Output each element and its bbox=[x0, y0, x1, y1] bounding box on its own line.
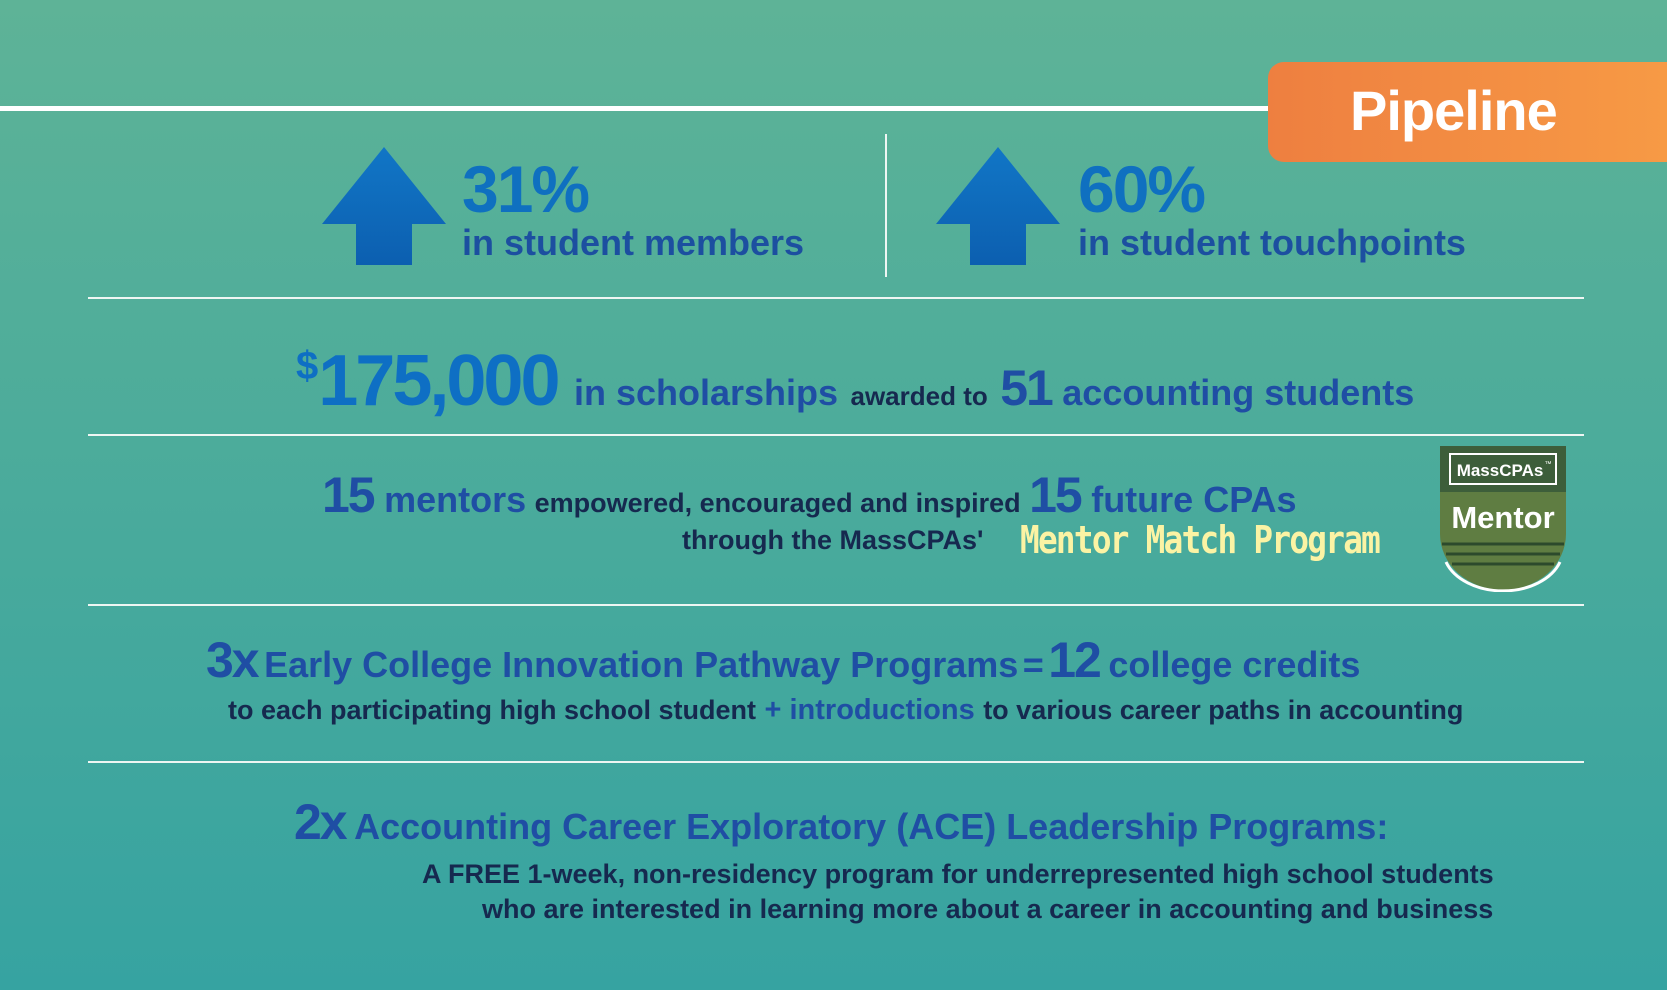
ace-desc-line1: A FREE 1-week, non-residency program for underrepresented high school students bbox=[422, 859, 1494, 889]
svg-text:™: ™ bbox=[1544, 461, 1552, 468]
section-tag-label: Pipeline bbox=[1350, 79, 1557, 142]
cpa-count: 15 bbox=[1029, 467, 1081, 523]
mentor-badge-logo bbox=[1438, 444, 1568, 592]
svg-text:Mentor: Mentor bbox=[1451, 500, 1555, 535]
mentor-count: 15 bbox=[322, 467, 374, 523]
credits-label: college credits bbox=[1108, 644, 1361, 685]
mentor-label: mentors bbox=[384, 479, 527, 520]
mentors-through: through the MassCPAs' bbox=[682, 525, 984, 555]
currency-symbol: $ bbox=[296, 344, 319, 388]
svg-text:MassCPAs: MassCPAs bbox=[1456, 461, 1544, 480]
ace-title: Accounting Career Exploratory (ACE) Leadership Programs: bbox=[354, 806, 1389, 847]
stat-students-value: 31% bbox=[462, 152, 589, 226]
credits-count: 12 bbox=[1048, 632, 1100, 688]
divider bbox=[88, 434, 1584, 436]
scholarship-amount: 175,000 bbox=[318, 341, 558, 421]
mentor-match-program-name: Mentor Match Program bbox=[1020, 518, 1380, 562]
early-college-multiplier: 3x bbox=[206, 632, 258, 688]
equals-sign: = bbox=[1022, 644, 1044, 685]
scholarship-label: in scholarships bbox=[573, 372, 839, 413]
ace-multiplier: 2x bbox=[294, 794, 346, 850]
mentor-verbs: empowered, encouraged and inspired bbox=[534, 488, 1021, 518]
early-college-detail: to each participating high school student + introductions to various career paths in accounting bbox=[228, 694, 1464, 726]
stat-students-label: in student members bbox=[462, 222, 805, 263]
divider bbox=[88, 604, 1584, 606]
divider bbox=[88, 297, 1584, 299]
scholarship-count-label: accounting students bbox=[1062, 372, 1415, 413]
scholarship-count: 51 bbox=[1000, 360, 1052, 416]
top-rule bbox=[0, 106, 1280, 111]
introductions-text: + introductions bbox=[764, 694, 975, 726]
up-arrow-icon bbox=[936, 147, 1060, 265]
scholarship-connector: awarded to bbox=[850, 381, 988, 411]
scholarships-line bbox=[296, 326, 1414, 441]
up-arrow-icon bbox=[322, 147, 446, 265]
early-college-title: Early College Innovation Pathway Programs bbox=[264, 644, 1019, 685]
stat-touchpoints-value: 60% bbox=[1078, 152, 1205, 226]
divider bbox=[88, 761, 1584, 763]
cpa-label: future CPAs bbox=[1091, 479, 1297, 520]
stat-touchpoints-label: in student touchpoints bbox=[1078, 222, 1466, 263]
ace-desc-line2: who are interested in learning more about a career in accounting and business bbox=[482, 894, 1494, 924]
stat-divider bbox=[885, 134, 887, 277]
